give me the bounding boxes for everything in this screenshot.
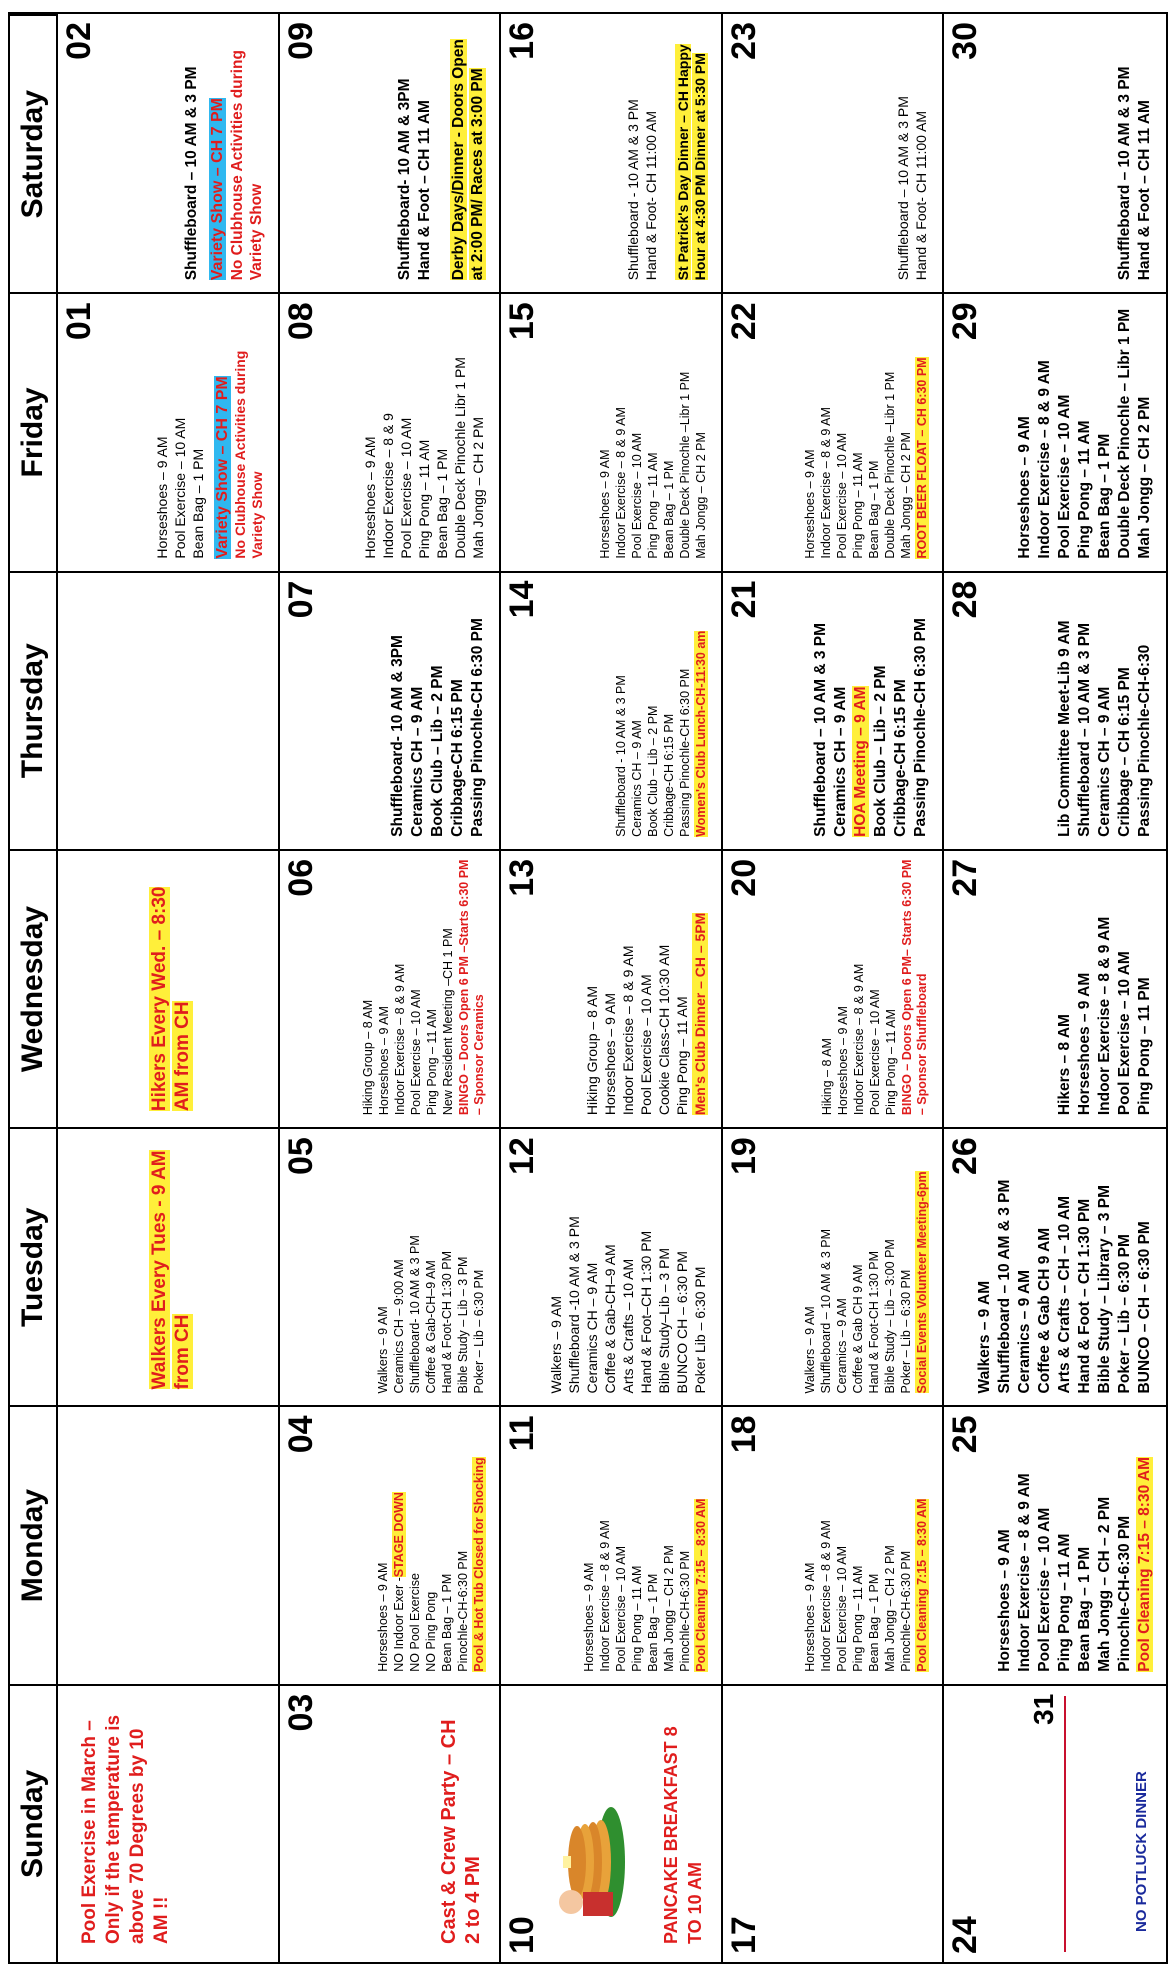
activity-item: Indoor Exercise – 8 & 9 AM — [1016, 1473, 1033, 1672]
activity-item: Cribbage-CH 6:15 PM — [661, 713, 676, 837]
activity-item: Bean Bag – 1 PM — [867, 460, 882, 559]
activity-list — [1055, 859, 1154, 1115]
day-number: 01 — [60, 302, 98, 341]
activity-item: Mah Jongg – CH 2 PM — [1136, 396, 1153, 559]
highlight-event: ROOT BEER FLOAT – CH 6:30 PM — [915, 357, 930, 559]
activity-list — [1055, 581, 1154, 837]
activity-item: Pool Exercise – 10 AM — [835, 432, 850, 559]
activity-item: Horseshoes – 9 AM — [803, 1562, 818, 1672]
activity-item: Mah Jongg – CH 2 PM — [693, 432, 708, 559]
activity-list — [154, 302, 266, 558]
header-tuesday: Tuesday — [10, 1127, 58, 1405]
day-number: 17 — [724, 1916, 763, 1954]
cell-w5-thu — [944, 571, 1166, 849]
pancake-note: PANCAKE BREAKFAST 8 TO 10 AM — [660, 1726, 705, 1944]
cell-w1-tue — [58, 1127, 280, 1405]
activity-item: Shuffleboard - 10 AM & 3 PM — [613, 675, 628, 837]
activity-item: Hand & Foot-CH 1:30 PM — [440, 1251, 455, 1394]
activity-item: Pool Exercise – 10 AM — [1056, 394, 1073, 559]
day-number: 26 — [946, 1137, 985, 1175]
day-number: 28 — [946, 580, 985, 619]
cell-w3-wed — [501, 849, 723, 1127]
activity-item: Ping Pong – 11 AM — [851, 1565, 866, 1672]
day-number: 24 — [946, 1916, 985, 1954]
activity-item: Bible Study – Lib – 3 PM — [456, 1256, 471, 1394]
activity-list — [614, 581, 709, 837]
cell-w3-sat — [501, 14, 723, 292]
activity-list — [548, 1137, 709, 1393]
day-number: 05 — [281, 1137, 320, 1175]
activity-item: Indoor Exercise – 8 & 9 AM — [597, 1520, 612, 1672]
cell-w2-tue — [280, 1127, 502, 1405]
activity-item: Coffee & Gab CH 9 AM — [1036, 1227, 1053, 1394]
day-number: 27 — [946, 858, 985, 897]
bingo-event: BINGO – Doors Open 6 PM –Starts 6:30 PM – Sponsor Ceramics — [457, 859, 487, 1116]
cell-w5-tue — [944, 1127, 1166, 1405]
activity-item: Walkers – 9 AM — [976, 1280, 993, 1394]
activity-item: Horseshoes – 9 AM — [362, 436, 379, 559]
activity-item: Bible Study – Lib – 3:00 PM — [883, 1239, 898, 1394]
activity-list — [895, 22, 930, 280]
activity-item: Mah Jongg – CH – 2 PM — [1096, 1496, 1113, 1672]
cell-w4-thu — [723, 571, 945, 849]
activity-list — [376, 1415, 487, 1671]
cell-w3-thu — [501, 571, 723, 849]
cell-w4-mon — [723, 1405, 945, 1683]
activity-item: Ping Pong – 11 AM — [416, 439, 433, 559]
activity-item: Bean Bag – 1 PM — [867, 1573, 882, 1672]
activity-item: Indoor Exercise – 8 & 9 AM — [1036, 360, 1053, 559]
activity-item: Pool Exercise – 10 AM — [398, 417, 415, 559]
activity-list — [820, 859, 930, 1115]
highlight-event: Men's Club Dinner – CH – 5PM — [691, 912, 708, 1116]
activity-item: Indoor Exercise – 8 & 9 AM — [1096, 916, 1113, 1116]
activity-item: Shuffleboard – 10 AM & 3 PM — [182, 66, 200, 281]
activity-item: Indoor Exercise – 8 & 9 AM — [613, 407, 628, 559]
activity-item: Double Deck Pinochle –Libr 1 PM — [883, 371, 898, 559]
activity-item: Shuffleboard – 10 AM & 3 PM — [812, 622, 830, 837]
cell-w4-tue — [723, 1127, 945, 1405]
activity-item: Indoor Exercise – 8 & 9 AM — [852, 963, 867, 1116]
cell-w1-thu — [58, 571, 280, 849]
highlight-event: HOA Meeting – 9 AM — [852, 686, 870, 837]
day-number: 10 — [503, 1916, 542, 1954]
activity-item: Pinochle-CH-6:30 PM — [899, 1550, 914, 1672]
cell-w1-mon — [58, 1405, 280, 1683]
activity-item: Arts & Crafts – CH – 10 AM — [1056, 1195, 1073, 1394]
cast-crew-note: Cast & Crew Party – CH 2 to 4 PM — [438, 1719, 485, 1944]
activity-item: Pinochle-CH-6:30 PM — [677, 1550, 692, 1672]
activity-list — [582, 1415, 709, 1671]
activity-item: Horseshoes – 9 AM — [601, 992, 618, 1116]
activity-item: Ceramics CH – 9 AM — [409, 686, 427, 837]
day-number: 25 — [946, 1415, 985, 1454]
activity-item: Hand & Foot- CH 11:00 AM — [913, 110, 930, 281]
activity-item: Mah Jongg – CH 2 PM — [470, 416, 487, 559]
activity-item: Mah Jongg – CH 2 PM — [661, 1545, 676, 1672]
activity-list — [811, 581, 930, 837]
cell-w5-sun — [944, 1684, 1166, 1962]
day-number: 20 — [724, 858, 763, 897]
cell-w3-sun — [501, 1684, 723, 1962]
activity-item: Ceramics CH – 9 AM — [1096, 686, 1113, 837]
activity-item: BUNCO – CH – 6:30 PM — [1136, 1221, 1153, 1394]
variety-show-label: Variety Show – CH 7 PM — [208, 98, 226, 281]
activity-item: NO Ping Pong — [424, 1591, 439, 1672]
header-saturday: Saturday — [10, 14, 58, 292]
day-number: 21 — [724, 580, 763, 619]
activity-item: Bible Study–Lib – 3 PM — [655, 1247, 672, 1394]
activity-list — [395, 22, 487, 280]
cell-w2-mon — [280, 1405, 502, 1683]
header-monday: Monday — [10, 1405, 58, 1683]
highlight-event: Pool Cleaning 7:15 – 8:30 AM — [1136, 1456, 1153, 1672]
activity-list — [625, 22, 709, 280]
activity-item: Bean Bag – 1 PM — [1096, 433, 1113, 559]
activity-item: Coffee & Gab CH 9 AM — [851, 1264, 866, 1394]
header-wednesday: Wednesday — [10, 849, 58, 1127]
day-number: 14 — [503, 580, 542, 619]
cell-w2-sat — [280, 14, 502, 292]
walkers-note: Walkers Every Tues - 9 AM from CH — [149, 1150, 193, 1390]
activity-list — [388, 581, 487, 837]
activity-item: Poker – Lib – 6:30 PM — [899, 1269, 914, 1394]
day-number: 29 — [946, 302, 985, 341]
activity-item: Poker – Lib – 6:30 PM — [472, 1269, 487, 1394]
hikers-note: Hikers Every Wed. – 8:30 AM from CH — [149, 886, 193, 1112]
activity-item: Pool Exercise – 10 AM — [1036, 1507, 1053, 1672]
activity-item: Pinochle-CH-6:30 PM — [1116, 1515, 1133, 1672]
cell-w1-sat — [58, 14, 280, 292]
cell-w3-mon — [501, 1405, 723, 1683]
activity-item: Ceramics CH – 9 AM — [832, 686, 850, 837]
cell-w2-fri — [280, 292, 502, 570]
activity-item: Shuffleboard- 10 AM & 3PM — [396, 78, 414, 281]
activity-item: Pool Exercise – 10 AM — [835, 1545, 850, 1672]
activity-item: Bean Bag – 1 PM — [440, 1573, 455, 1672]
activity-item: Arts & Crafts – 10 AM — [619, 1258, 636, 1394]
activity-item: Horseshoes – 9 AM — [377, 1006, 392, 1116]
activity-item: Hiking – 8 AM — [820, 1038, 835, 1116]
activity-list — [975, 1137, 1154, 1393]
activity-item: Lib Committee Meet-Lib 9 AM — [1056, 620, 1073, 837]
activity-list — [1115, 22, 1154, 280]
activity-item: Passing Pinochle-CH 6:30 PM — [912, 618, 930, 837]
day-number: 07 — [281, 580, 320, 619]
activity-item: Ping Pong – 11 AM — [425, 1009, 440, 1116]
activity-item: Passing Pinochle-CH 6:30 PM — [469, 618, 487, 837]
activity-item: Hand & Foot- CH 11:00 AM — [642, 110, 659, 281]
header-thursday: Thursday — [10, 571, 58, 849]
activity-item: Book Club – Lib – 2 PM — [429, 665, 447, 837]
activity-list — [803, 1415, 930, 1671]
activity-item: Walkers – 9 AM — [376, 1306, 391, 1394]
cell-w2-sun — [280, 1684, 502, 1962]
activity-item: Passing Pinochle-CH 6:30 PM — [677, 668, 692, 837]
activity-item: Ping Pong – 11 AM — [1076, 420, 1093, 559]
activity-item: Horseshoes – 9 AM — [836, 1006, 851, 1116]
day-number: 15 — [503, 302, 542, 341]
activity-item: Ceramics CH – 9:00 AM — [392, 1259, 407, 1394]
day-number-31: 31 — [1028, 1693, 1060, 1725]
activity-list — [361, 859, 487, 1115]
header-sunday: Sunday — [10, 1684, 58, 1962]
activity-item: Shuffleboard - 10 AM & 3 PM — [624, 99, 641, 281]
day-number: 30 — [946, 22, 985, 60]
activity-item: Indoor Exercise – 8 & 9 — [380, 413, 397, 559]
day-number: 23 — [724, 22, 763, 60]
activity-item: Walkers – 9 AM — [803, 1306, 818, 1394]
activity-item: Cribbage – CH 6:15 PM — [1116, 667, 1133, 837]
day-number: 08 — [281, 302, 320, 341]
activity-item: Walkers – 9 AM — [547, 1295, 564, 1394]
activity-item: Cribbage-CH 6:15 PM — [892, 679, 910, 837]
activity-item: Ceramics CH – 9 AM — [583, 1262, 600, 1394]
activity-item: Shuffleboard – 10 AM & 3 PM — [996, 1179, 1013, 1394]
calendar-grid — [8, 12, 1168, 1964]
activity-item: Ceramics – 9 AM — [1016, 1269, 1033, 1394]
day-number: 16 — [503, 22, 542, 60]
activity-item: Bean Bag – 1 PM — [645, 1573, 660, 1672]
activity-item: Pool Exercise – 10 AM — [629, 432, 644, 559]
activity-item: Cribbage-CH 6:15 PM — [449, 679, 467, 837]
activity-item: Pool Exercise – 10 AM — [409, 989, 424, 1116]
header-friday: Friday — [10, 292, 58, 570]
activity-list — [995, 1415, 1154, 1671]
cell-w2-wed — [280, 849, 502, 1127]
activity-item: Ping Pong – 11 AM — [673, 996, 690, 1116]
activity-list — [362, 302, 487, 558]
activity-item: Mah Jongg – CH 2 PM — [883, 1545, 898, 1672]
cell-w1-fri — [58, 292, 280, 570]
pool-exercise-note: Pool Exercise in March – Only if the temperature is above 70 Degrees by 10 AM !! — [79, 1714, 172, 1944]
day-number: 02 — [60, 22, 98, 60]
cell-w3-fri — [501, 292, 723, 570]
highlight-event: Pool Cleaning 7:15 – 8:30 AM — [693, 1498, 708, 1672]
pancake-icon — [541, 1802, 631, 1922]
activity-item: Bean Bag – 1 PM — [189, 448, 206, 559]
cell-w4-fri — [723, 292, 945, 570]
bingo-event: BINGO – Doors Open 6 PM– Starts 6:30 PM – Sponsor Shuffleboard — [900, 859, 930, 1116]
highlight-event: Pool Cleaning 7:15 – 8:30 AM — [915, 1498, 930, 1672]
activity-item: Ceramics – 9 AM — [835, 1298, 850, 1394]
highlight-event: Women's Club Lunch-CH-11:30 am — [693, 630, 708, 837]
cell-w4-wed — [723, 849, 945, 1127]
cell-w4-sun — [723, 1684, 945, 1962]
activity-item: Pool Exercise – 10 AM — [868, 989, 883, 1116]
activity-item: Bean Bag – 1 PM — [1076, 1546, 1093, 1672]
activity-item: Ping Pong – 11 PM — [1136, 977, 1153, 1116]
activity-item: Ping Pong – 11 AM — [645, 452, 660, 559]
activity-item: Hikers – 8 AM — [1056, 1014, 1073, 1116]
cell-w2-thu — [280, 571, 502, 849]
day-number: 22 — [724, 302, 763, 341]
activity-item: Bean Bag – 1 PM — [661, 460, 676, 559]
split-divider — [1064, 1696, 1066, 1952]
cell-w1-wed — [58, 849, 280, 1127]
activity-item: Horseshoes – 9 AM — [581, 1562, 596, 1672]
activity-item: Book Club – Lib – 2 PM — [645, 705, 660, 837]
highlight-event: Social Events Volunteer Meeting-6pm — [915, 1171, 930, 1394]
activity-item: Horseshoes – 9 AM — [597, 449, 612, 559]
activity-item: Double Deck Pinochle Libr 1 PM — [452, 357, 469, 559]
activity-item: Ping Pong – 11 AM — [1056, 1533, 1073, 1672]
activity-item: Cookie Class-CH 10:30 AM — [655, 944, 672, 1116]
stage-down-label: STAGE DOWN — [392, 1492, 407, 1578]
activity-list — [584, 859, 709, 1115]
activity-item: Double Deck Pinochle –Libr 1 PM — [677, 371, 692, 559]
cell-w1-sun — [58, 1684, 280, 1962]
activity-list — [376, 1137, 487, 1393]
activity-item: Poker Lib – 6:30 PM — [691, 1266, 708, 1394]
activity-item: Horseshoes – 9 AM — [1016, 416, 1033, 559]
variety-show-label: Variety Show – CH 7 PM — [213, 376, 231, 559]
highlight-event: Pool & Hot Tub Closed for Shocking — [472, 1457, 487, 1672]
cell-w5-mon — [944, 1405, 1166, 1683]
cell-w5-wed — [944, 849, 1166, 1127]
activity-item: Hand & Foot-CH 1:30 PM — [867, 1251, 882, 1394]
activity-item: Double Deck Pinochle – Libr 1 PM — [1116, 308, 1133, 559]
activity-item: Coffee & Gab-CH–9 AM — [424, 1260, 439, 1394]
day-number: 12 — [503, 1137, 542, 1175]
activity-item: Bible Study – Library – 3 PM — [1096, 1184, 1113, 1394]
activity-item: Hand & Foot–CH 1:30 PM — [637, 1230, 654, 1394]
day-number: 03 — [281, 1693, 320, 1732]
no-activities-warning: No Clubhouse Activities during Variety Show — [228, 50, 265, 281]
activity-item: Horseshoes – 9 AM — [376, 1562, 391, 1672]
activity-item: Shuffleboard – 10 AM & 3 PM — [819, 1228, 834, 1394]
activity-item: Pool Exercise – 10 AM — [1116, 951, 1133, 1116]
activity-item: Shuffleboard – 10 AM & 3 PM — [1076, 622, 1093, 837]
activity-item: Shuffleboard – 10 AM & 3 PM — [895, 96, 912, 281]
cell-w5-sat — [944, 14, 1166, 292]
activity-item: Horseshoes – 9 AM — [1076, 972, 1093, 1116]
activity-item: Horseshoes – 9 AM — [153, 436, 170, 559]
activity-item: Hand & Foot – CH 11 AM — [416, 100, 434, 281]
activity-list — [1015, 302, 1154, 558]
cell-w3-tue — [501, 1127, 723, 1405]
activity-item: Indoor Exercise – 8 & 9 AM — [819, 407, 834, 559]
potluck-note: NO POTLUCK DINNER — [1133, 1771, 1150, 1932]
day-number: 06 — [281, 858, 320, 897]
activity-item: Ping Pong – 11 AM — [884, 1009, 899, 1116]
activity-item: Passing Pinochle-CH-6:30 — [1136, 644, 1153, 837]
activity-item: BUNCO CH – 6:30 PM — [673, 1251, 690, 1394]
day-number: 04 — [281, 1415, 320, 1454]
cell-w5-fri — [944, 292, 1166, 570]
activity-item: Indoor Exercise – 8 & 9 AM — [393, 963, 408, 1116]
no-activities-warning: No Clubhouse Activities during Variety Show — [231, 350, 265, 559]
activity-item: Shuffleboard- 10 AM & 3 PM — [408, 1235, 423, 1394]
activity-item: Hiking Group – 8 AM — [583, 985, 600, 1116]
activity-item: Bean Bag – 1 PM — [434, 448, 451, 559]
day-number: 18 — [724, 1415, 763, 1454]
activity-item: New Resident Meeting –CH 1 PM — [441, 928, 456, 1116]
activity-item: Shuffleboard -10 AM & 3 PM — [565, 1216, 582, 1394]
activity-list — [598, 302, 709, 558]
day-number: 09 — [281, 22, 320, 60]
activity-item: Horseshoes – 9 AM — [996, 1529, 1013, 1672]
activity-item: Hand & Foot – CH 11 AM — [1136, 100, 1153, 281]
activity-item: Pool Exercise – 10 AM — [171, 417, 188, 559]
activity-item: NO Pool Exercise — [408, 1573, 423, 1672]
activity-item: Horseshoes – 9 AM — [803, 449, 818, 559]
activity-item: Hiking Group – 8 AM — [361, 999, 376, 1116]
activity-item: Indoor Exercise – 8 & 9 AM — [619, 945, 636, 1116]
day-number: 19 — [724, 1137, 763, 1175]
activity-item: Poker – Lib – 6:30 PM — [1116, 1234, 1133, 1394]
activity-item: NO Indoor Exer -STAGE DOWN — [392, 1492, 407, 1672]
activity-item: Coffee & Gab-CH–9 AM — [601, 1244, 618, 1394]
special-event: St Patrick's Day Dinner – CH Happy Hour at 4:30 PM Dinner at 5:30 PM — [674, 44, 708, 281]
activity-item: Shuffleboard- 10 AM & 3PM — [389, 635, 407, 837]
activity-item: Book Club – Lib – 2 PM — [872, 665, 890, 837]
activity-item: Pool Exercise – 10 AM — [613, 1545, 628, 1672]
activity-item: Shuffleboard – 10 AM & 3 PM — [1116, 66, 1133, 281]
activity-item: Ping Pong – 11 AM — [851, 452, 866, 559]
day-number: 13 — [503, 858, 542, 897]
activity-item: Pinochle-CH-6:30 PM — [456, 1550, 471, 1672]
special-event: Derby Days/Dinner - Doors Open at 2:00 PM/ Races at 3:00 PM — [450, 39, 487, 281]
day-number: 11 — [503, 1415, 542, 1452]
activity-item: Pool Exercise – 10 AM — [637, 974, 654, 1116]
activity-item: Hand & Foot – CH 1:30 PM — [1076, 1198, 1093, 1394]
activity-item: Ceramics CH – 9 AM — [629, 720, 644, 837]
activity-list — [803, 1137, 930, 1393]
activity-item: Ping Pong – 11 AM — [629, 1565, 644, 1672]
cell-w4-sat — [723, 14, 945, 292]
activity-list — [803, 302, 930, 558]
activity-item: Indoor Exercise – 8 & 9 AM — [819, 1520, 834, 1672]
activity-list — [182, 22, 266, 280]
activity-item: Mah Jongg – CH 2 PM — [899, 432, 914, 559]
